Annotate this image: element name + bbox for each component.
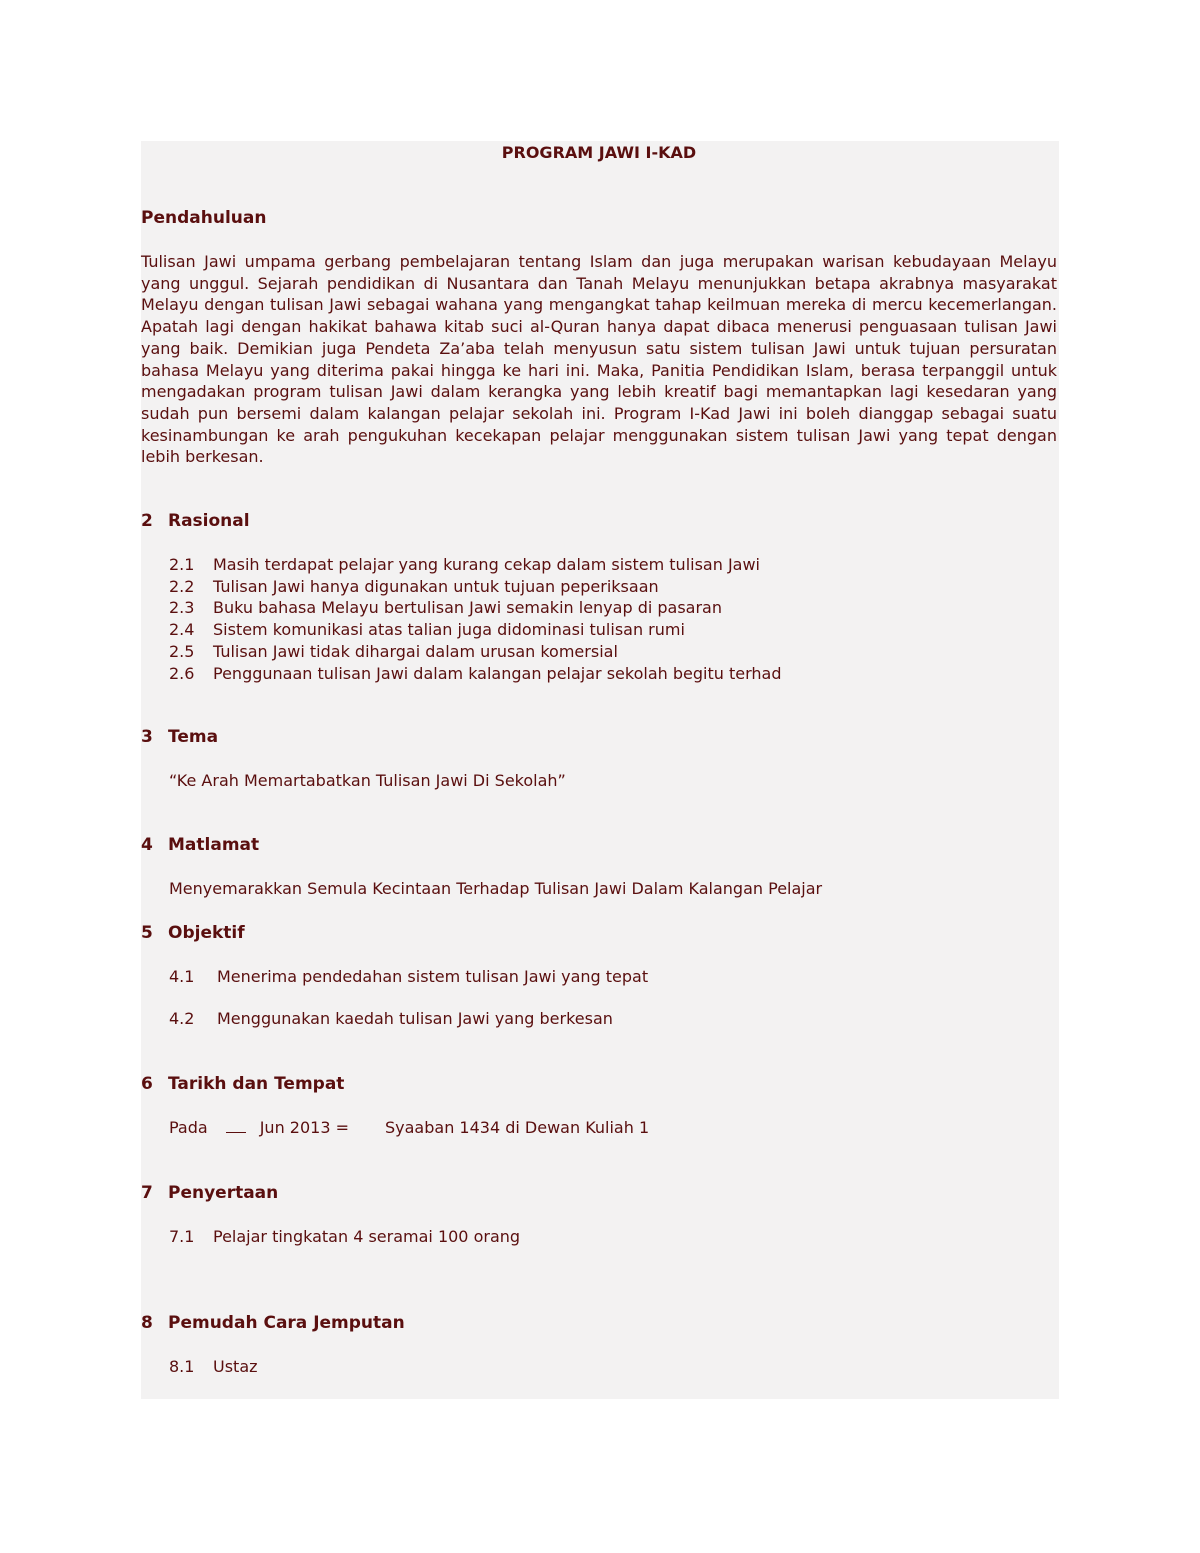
item-text: Pelajar tingkatan 4 seramai 100 orang	[213, 1226, 521, 1246]
place-text: Syaaban 1434 di Dewan Kuliah 1	[385, 1118, 650, 1138]
section-number: 2	[141, 511, 153, 532]
section-title: Penyertaan	[168, 1182, 279, 1203]
tema-text: “Ke Arah Memartabatkan Tulisan Jawi Di Sekolah”	[169, 771, 566, 791]
list-item	[141, 597, 1057, 619]
item-number: 4.2	[169, 1009, 195, 1029]
item-text: Buku bahasa Melayu bertulisan Jawi semakin lenyap di pasaran	[213, 598, 722, 618]
item-text: Ustaz	[213, 1357, 258, 1377]
item-number: 2.4	[169, 620, 195, 640]
list-item	[141, 641, 1057, 663]
section-heading-tarikh	[141, 1073, 1057, 1095]
date-blank	[226, 1118, 246, 1133]
list-item	[141, 554, 1057, 576]
list-item	[141, 1356, 1057, 1378]
list-item	[141, 1226, 1057, 1248]
section-number: 4	[141, 834, 153, 855]
section-title: Tarikh dan Tempat	[168, 1074, 345, 1095]
section-number: 5	[141, 922, 153, 943]
section-number: 8	[141, 1313, 153, 1334]
item-text: Sistem komunikasi atas talian juga didominasi tulisan rumi	[213, 620, 685, 640]
section-heading-matlamat	[141, 834, 1057, 856]
section-heading-tema	[141, 726, 1057, 748]
list-item	[141, 663, 1057, 685]
section-heading-objektif	[141, 922, 1057, 944]
section-heading-pendahuluan: Pendahuluan	[141, 208, 267, 228]
document-body	[141, 141, 1057, 1378]
item-number: 2.6	[169, 663, 195, 683]
section-title: Pemudah Cara Jemputan	[168, 1313, 405, 1334]
item-number: 2.1	[169, 555, 195, 575]
list-item	[141, 966, 1057, 988]
section-title: Rasional	[168, 511, 250, 532]
section-title: Objektif	[168, 922, 245, 943]
section-number: 6	[141, 1074, 153, 1095]
item-number: 4.1	[169, 966, 195, 986]
section-heading-penyertaan	[141, 1182, 1057, 1204]
section-number: 7	[141, 1182, 153, 1203]
section-number: 3	[141, 727, 153, 748]
document-title: PROGRAM JAWI I-KAD	[501, 143, 697, 162]
matlamat-text: Menyemarakkan Semula Kecintaan Terhadap Tulisan Jawi Dalam Kalangan Pelajar	[169, 878, 823, 898]
item-text: Penggunaan tulisan Jawi dalam kalangan pelajar sekolah begitu terhad	[213, 663, 782, 683]
rasional-list	[141, 554, 1057, 684]
item-number: 7.1	[169, 1226, 195, 1246]
section-title: Matlamat	[168, 834, 260, 855]
list-item	[141, 619, 1057, 641]
pada-label: Pada	[169, 1118, 208, 1138]
item-text: Menggunakan kaedah tulisan Jawi yang berkesan	[217, 1009, 613, 1029]
section-heading-pemudah	[141, 1312, 1057, 1334]
item-text: Tulisan Jawi tidak dihargai dalam urusan komersial	[213, 641, 618, 661]
section-heading-rasional	[141, 510, 1057, 532]
list-item	[141, 1008, 1057, 1030]
item-number: 8.1	[169, 1357, 195, 1377]
item-number: 2.3	[169, 598, 195, 618]
item-text: Tulisan Jawi hanya digunakan untuk tujuan peperiksaan	[213, 576, 659, 596]
date-text: Jun 2013 =	[259, 1118, 349, 1138]
item-text: Menerima pendedahan sistem tulisan Jawi yang tepat	[217, 966, 649, 986]
tarikh-line	[141, 1117, 1057, 1139]
item-number: 2.2	[169, 576, 195, 596]
intro-paragraph: Tulisan Jawi umpama gerbang pembelajaran tentang Islam dan juga merupakan warisan kebudayaan Melayu yang unggul. Sejarah pendidikan di Nusantara dan Tanah Melayu menunjukkan betapa akrabnya masyarakat Melayu dengan tulisan Jawi sebagai wahana yang mengangkat tahap keilmuan mereka di mercu kecemerlangan. Apatah lagi dengan hakikat bahawa kitab suci al-Quran hanya dapat dibaca menerusi penguasaan tulisan Jawi yang baik. Demikian juga Pendeta Za’aba telah menyusun satu sistem tulisan Jawi untuk tujuan persuratan bahasa Melayu yang diterima pakai hingga ke hari ini. Maka, Panitia Pendidikan Islam, berasa terpanggil untuk mengadakan program tulisan Jawi dalam kerangka yang lebih kreatif bagi memantapkan lagi kesedaran yang sudah pun bersemi dalam kalangan pelajar sekolah ini. Program I-Kad Jawi ini boleh dianggap sebagai suatu kesinambungan ke arah pengukuhan kecekapan pelajar menggunakan sistem tulisan Jawi yang tepat dengan lebih berkesan.	[141, 252, 1057, 467]
section-title: Tema	[168, 727, 219, 748]
list-item	[141, 576, 1057, 598]
item-number: 2.5	[169, 641, 195, 661]
item-text: Masih terdapat pelajar yang kurang cekap dalam sistem tulisan Jawi	[213, 555, 760, 575]
